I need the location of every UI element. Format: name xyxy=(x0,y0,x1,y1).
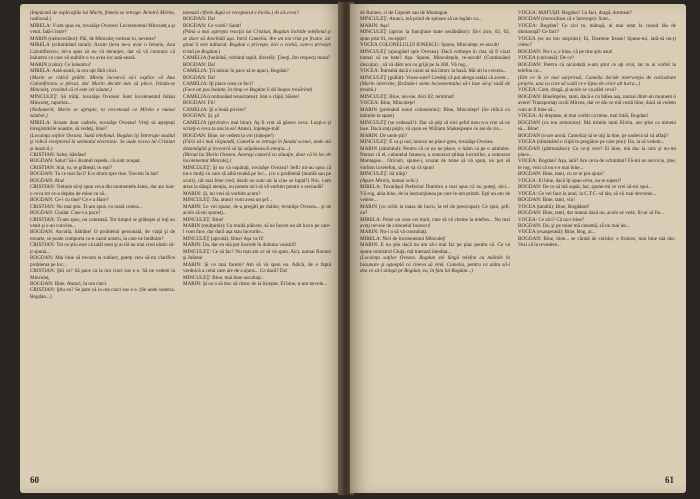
dialogue-line: VOCEA: Ce zici? Că nu-i bine? xyxy=(518,216,585,223)
dialogue-line: MARIN: Le voi spune, de-a pregăti pe mâine, tovarăşe Ovezea... şi de acolo să-mi spuneţi... xyxy=(183,203,331,217)
dialogue-line: BOGDAN (cu ton armonios): Mă trimite tanti Elvira, am ştiut ca nimeni să... Bine! xyxy=(518,119,676,133)
dialogue-line: BOGDAN: Şi, şi! xyxy=(183,113,220,120)
left-page-column-1 xyxy=(30,10,175,300)
dialogue-line: BOGDAN: Bine, bine... se cărată de coridor, e frumos, mai bine mă duc. Vezi că la revedere... xyxy=(518,235,676,249)
dialogue-line: CRISTIAN: Ştii ce? Să pace ca la ora cinci sus e e. Să ne vedem la Minculeţ. xyxy=(30,268,175,281)
dialogue-line: MIRELA: V-am spus eu, tovarăşe Ovezea! Locotenentul Minculeţ a şi venit. Iată-l intre? xyxy=(30,22,175,36)
dialogue-line: BOGDAN: Bine, tanti, dar numai dacă nu, acolo se vede, fir-ar să fie... xyxy=(518,210,664,217)
dialogue-line: BOGDAN: Da! xyxy=(183,74,216,81)
right-page-column-2 xyxy=(518,10,676,249)
left-page-column-2 xyxy=(183,10,331,287)
dialogue-line: BOGDAN: Aha! xyxy=(30,177,65,184)
dialogue-line: VOCEA (curioasă): De ce? xyxy=(518,55,575,62)
dialogue-line: MARIN (preluând tonul colonelului): Bine, Minculeţe! (Se ridică cu mâinile la spate) xyxy=(360,106,510,120)
dialogue-line: CRISTIAN: Nu mai ştiu. Ti-am spus, cu toată contra... xyxy=(30,203,143,210)
stage-direction: (Fără să-i mai răspundă, Camelia se retrage în fundul scenei, unde stă dezamăgită şi încearcă să îşi stăpânească emoţia...) xyxy=(183,139,331,152)
dialogue-line: BOGDAN: Ce vorbi? Salut! xyxy=(183,22,242,29)
dialogue-line: VOCEA: Întreabă dacă e cazul să mă întorc la bază. Mă uit la cerceta... xyxy=(360,68,507,75)
dialogue-line: VOCEA (tandră): Bine, Bogdănel! xyxy=(518,203,590,210)
dialogue-line: BOGDAN: Ce-i cu tine? Ce e a Hare? xyxy=(30,197,109,204)
page-left xyxy=(20,4,342,493)
right-page-column-1 xyxy=(360,10,510,275)
stage-direction: (Marin intervine, făcându-i semn locotenentului să-i lase să-şi vadă de treabă.) xyxy=(360,80,510,94)
dialogue-line: MINCULEŢ: Da, atunci vom avea un şef... xyxy=(183,197,273,204)
dialogue-line: VOCEA: Bine, Minculeţe! xyxy=(360,100,416,107)
dialogue-line: MARIN (mulţumit): Cu multă plăcere, să ne facem un alt lucru pe care-l vom face, dar dacă aşa stau lucrurile... xyxy=(183,222,331,236)
dialogue-line: BOGDAN: Tu ce mai faci? E-n drum spre tine. Trecem în bar! xyxy=(30,171,159,178)
page-right xyxy=(350,4,686,493)
dialogue-line: BOGDAN: Bine. Atunci, la ora cinci. xyxy=(30,281,108,288)
stage-direction: (Marin se ridică grăbit. Mirela încearcă să-l explice că Ana Calomfirescu a plecat, dar Marin decide iute să plece. Ivindu-se Minculeţ, crezând că el este cel căutat.) xyxy=(30,74,175,94)
dialogue-line: BOGDAN: Nu-i a, e bine, că pe tine ştiu asta! xyxy=(518,48,613,55)
dialogue-line: BOGDAN: Da! xyxy=(183,61,216,68)
stage-direction: (Face un pas înainte, în timp ce Bogdan îi dă înapoi tresărind) xyxy=(183,87,313,94)
dialogue-line: CRISTIAN: Tot ce ştiu este că tatăl meu şi ai tăi nu mai cred nimic să-ţi spună... xyxy=(30,242,176,255)
dialogue-line: BOGDAN (pătrunzător): Cu ce-ţi cere? Ei bine, mă duc la curs şi nu-mi place... xyxy=(518,145,676,158)
dialogue-line: BOGDAN: Bine, tanti, cu ce te pot ajuta? xyxy=(518,171,604,178)
dialogue-line: MINCULEŢ: Să trăiţi! xyxy=(360,171,408,178)
stage-direction: (Din ce în ce mai surprinsă, Camelia decide intervenţia de curiozitate proprie, una cu care să vadă ce e lipsa de orice alt lucru...) xyxy=(518,74,676,87)
dialogue-line: CRISTIAN: Stai, tu, te grăbeşti, tu eşti? xyxy=(30,164,113,171)
dialogue-line: MINCULEŢ: E ca şi noi, tuturor ne place greu, tovarăşe Ovezea. xyxy=(360,139,494,146)
stage-direction: (Până a mai aşterpta reacţia lui Cristian, Bogdan închide telefonul şi se duce să deschidă uşa. Intră Camelia. Are un ton trist pe frunte, iar ginul îi este tulburat. Bogdan o priveşte, nici o vorbă, care-o priveşte tristă pe Bogdan.) xyxy=(183,29,331,55)
dialogue-line: MARIN: Şi ce mai facem? Am să vă spun eu. Adică, de o faptă vrednică a celui care are de a ajuns... Ce dacă? Da! xyxy=(183,261,331,275)
dialogue-line: MINCULEŢ: Bine! xyxy=(183,216,224,223)
dialogue-line: MARIN: Aşa! xyxy=(360,22,390,29)
dialogue-line: MINCULEŢ (aprins la funcţiune state nerăbdător): Să-i zice, 02, 02, spun prin 01, recepţie! xyxy=(360,29,510,42)
dialogue-line: MARIN (zâmbind): Pentru că ce nu ne place, o luăm ca pe o amintire. Numai că el, colonelul Ionescu, a cunoscut ştiinţa lucrurilor, a cunoscut Montague... Oricum, spune-i, scuzat de mine să vă spun, nu pot să vorbim la telefon, să cer să vă spun! xyxy=(360,145,510,171)
dialogue-line: MARIN: Şi eu o să trec să citesc de la început. El bine, n-am nevoie... xyxy=(183,281,328,288)
dialogue-line: MARIN: E nu ştiu dacă nu am să-i mai fac pe plac pentru că. Ce va spune ministrul Ghiţă, mă tratează imediat... xyxy=(360,242,510,255)
dialogue-line: BOGDAN: Ciudat. Cine-l a pace? xyxy=(30,210,101,217)
dialogue-line: CRISTIAN: Salut, bătrâne! xyxy=(30,151,87,158)
dialogue-line: BOGDAN: Pentru că niciodată n-am ştiut ce aţi vrut, iar tu ai vorbit la telefon cu... xyxy=(518,61,676,75)
dialogue-line: MIRELA (schimbând tonul): Acum (leva ne-a avut o femeie, Ana Calomfirescu, mi-a spus să nu vă deranjez, dar să vă comunic că înăuntru ce care vă stabilit-o va avea loc astă-seară. xyxy=(30,42,175,62)
dialogue-line: BOGDAN: De ce să mă supăr, hai, spune-mi ce vrei să-mi spui... xyxy=(518,184,652,191)
dialogue-line: VOCEA (exasperată): Bine, Bog, ai... xyxy=(518,229,596,236)
dialogue-line: VOCEA COLONELULUI IONESCU: Spune, Minculeţe, te-ascult! xyxy=(360,42,500,49)
dialogue-line: BOGDAN: Da! xyxy=(183,16,216,23)
stage-direction: tunează cifrele după ce receptorul e închis.) Ai zis ceva? xyxy=(183,10,300,16)
dialogue-line: BOGDAN: Fii! xyxy=(183,100,216,107)
dialogue-line: MINCULEŢ (se codează?): Dar să ştiţi că nici şeful meu n-a vrut să ne lase. Dacă staţi puţin, vă spun eu William Shakespeare ce are de zis... xyxy=(360,119,510,133)
dialogue-line: MARIN: De unde ştii? xyxy=(360,132,407,139)
dialogue-line: de Romeo, ci de Capulet sau de Montague. xyxy=(360,10,449,16)
dialogue-line: VOCEA: Ce vei face la anul, la C.T.C.-ul tău, să vii mai devreme... xyxy=(518,190,657,197)
dialogue-line: VOCEA: Ei bine, dacă îţi spun ceva, nu te superi? xyxy=(518,177,622,184)
dialogue-line: MARIN: Şi, nu vrei să vorbim acum? xyxy=(183,190,261,197)
dialogue-line: MIRELA: Peste un ceas cel mult, cine să vă cheme la telefon... Nu mai aveţi nevoie de colonelul Ionescu! xyxy=(360,216,510,229)
dialogue-line: MINCULEŢ: Să trăiţi, tovarăşe Ovezea! Sunt locotenentul Iulian Minculeţ, raportez... xyxy=(30,93,175,107)
dialogue-line: BOGDAN (n-are armă, Camelia) să te uiţi la tine, pe undeva să vă aflaţi? xyxy=(518,132,669,139)
dialogue-line: BOGDAN: Bine, tanti, vin! xyxy=(518,197,575,204)
dialogue-line: VOCEA: Bogdan? Aşa, iată? Are ceva de schimbat? Fă-mi un serviciu, ţine, te rog, vezi că nu e e mai bine... xyxy=(518,158,676,171)
dialogue-line: BOGDAN: Bineînţeles, tanti, dacă e cu bâlea asa, numai dintr-un moment o avere! Transportaţi ocoli Mircea, dar ce din ce mă costă bine, dacă să vedem cum ar fi bine să... xyxy=(518,93,676,113)
dialogue-line: MINCULEŢ: Şi nu vă supăraţi, tovarăşe Ovezea? Sefii mi-au spus că nu-s mulţi cu care să aibă treabă pe loc... (cu o problemă (inutilă sau pe scurt), cât mai bine cred, decât nu sunt uit la cine se luptă?) Noi, i-am atras la dânşii atenţia, nu putem nici să vă vorbim pentru o secundă? xyxy=(183,164,331,191)
dialogue-line: MARIN: Da, dar eu mă pot încrede în domnia voastră? xyxy=(183,242,297,249)
page-number-right: 61 xyxy=(665,475,674,485)
dialogue-line: BOGDAN: Da, şi pe mine mă cheamă, să nu mai ies... xyxy=(518,222,631,229)
dialogue-line: CAMELIA (continuând tenacitatea): Stai o clipă, băiete! xyxy=(183,93,300,100)
dialogue-line: MARIN: Nu-i o să vă consultaţi. xyxy=(360,229,428,236)
dialogue-line: VOCEA: Ai dreptate, ai mai vorbit ca mine, mai întâi, Bogdan! xyxy=(518,113,649,120)
dialogue-line: CRISTIAN: Ştiu eu? Se pare că la ora cinci sus e e. (Se aude soneria. Bogdan...) xyxy=(30,287,175,300)
dialogue-line: MARIN (neîncrezător): Păi, de Minculeţ vorbeai tu, neveste? xyxy=(30,35,157,42)
dialogue-line: BOGDAN: Ascultă, bătrâne! O problemă personală, de viaţă şi de moarte, se poate comporta ca-n cazul nostru, la care ne întâlnim? xyxy=(30,229,175,242)
dialogue-line: MINCULEŢ (grăbit): Vreau sunt? Credeţi că pot alerga astăzi că avem... xyxy=(360,74,510,81)
dialogue-line: MIRELA: Tovarăşul Prefectul Dumitru a mai spus că nu puteţi, nici... Vă rog, abia bine, de la instrucţiunea pe care le-am primit. Eşti un om de vedere... xyxy=(360,184,510,204)
dialogue-line: VOCEA (rămânând o clipă în pregătire pe care ştiu): Da, ia să vedem... xyxy=(518,139,665,146)
dialogue-line: MIRELA: Scoate doar cadrele, tovarăşe Ovezea! Vreţi să aşteptaţi înregistrările noastre, să vedeţi, bine? xyxy=(30,119,175,133)
dialogue-line: BOGDAN: Salut! Să-i drumul repede, că sunt ocupat. xyxy=(30,158,141,165)
stage-direction: (Apare Mirela, numai ochi.) xyxy=(360,177,418,184)
dialogue-line: VOCEA: Cum, dragă, şi-acolo se va plăti ceva? xyxy=(518,87,617,94)
page-number-left: 60 xyxy=(30,475,39,485)
dialogue-line: BOGDAN (morocănos că e întrerupt): Sunt... xyxy=(518,16,612,23)
dialogue-line: CRISTIAN: Trebuie să-ţi spun ceva din momentele ăstea, dar am luat-o ceva tot ce-a depins de mine cu să... xyxy=(30,184,175,197)
stage-direction: (Nedumerit, Marin se apropie, tu cercetează ce Mirela e numai zâmbet.) xyxy=(30,106,175,120)
dialogue-line: MIRELA: Astă-seară, la ora opt fără cinci. xyxy=(30,68,118,75)
dialogue-line: MINCULEŢ (ajungând spre Ovezea): Dacă vorbeşte în clar, să fi vizat numai că ne bate? Aşa. Spune, Minculeţule, te-ascult! (Continuând discuţia) ...să vă dăm noi cu grijă pe la 300. Vă rog... xyxy=(360,48,510,68)
dialogue-line: VOCEA (se un ton surprins): Ei, Doamne Iisuse! Spune-mi, iată-să nu-ţi citesc? xyxy=(518,35,676,49)
dialogue-line: CAMELIA: Iţi place ceea ce faci? xyxy=(183,80,254,87)
dialogue-line: CRISTIAN: Ti-am spus, nu contează. Tot timpul se grăbeşte şi toţi au venit şi s-au convins... xyxy=(30,216,175,229)
dialogue-line: MARIN (cu ochii la masa de lucru, la tel de preocupat): Ce spui, şefi, nu? xyxy=(360,203,510,217)
dialogue-line: MINCULEŢ: Atunci, mă prind de spinare să ne legăm cu... xyxy=(360,16,482,23)
dialogue-line: MIRELA: Nici de locotenentul Minculeţ! xyxy=(360,235,446,242)
dialogue-line: BOGDAN: Bine, ne vedem la voi (iubeşte!) xyxy=(183,132,274,139)
stage-direction: (Biroul lui Marin Ovezea. Aceeaşi cameră cu situaţie, doar că în loc de locotenentul Minculeţ.) xyxy=(183,151,331,165)
dialogue-line: CAMELIA (hotărâtă, vorbind rapid, directă): Ţineţi, îmi respecţi masa? xyxy=(183,55,331,62)
dialogue-line: MINCULEŢ: Bine, mai bine ascultaţi... xyxy=(183,274,265,281)
dialogue-line: VOCEA: MATUŞII: Bogdan? Ce faci, dragă, dormeai? xyxy=(518,10,632,16)
dialogue-line: MARIN (calm): Ce înăuntru? xyxy=(30,61,91,68)
dialogue-line: BOGDAN: Mai bine să trecem la subiect, puteţi veni să-mi clarifice problema pe loc... xyxy=(30,255,175,268)
dialogue-line: CAMELIA (privind-o mai bine): Aş fi vrut să găsesc ceva. Luaţi-o şi scrieţi-o ceva la nas la ea! Atunci, înţelege-mă! xyxy=(183,119,331,133)
dialogue-line: MINCULEŢ (aprobă): Bine! Aşa va fi! xyxy=(183,235,264,242)
stage-direction: (Locuinţa soţilor Ovezea. Bogdan stă lângă telefon cu mâinile în buzunare şi aşteaptă ca cineva să vină. Camelia, pentru ca atâta să-i dea ce să-l atingă pe Bogdan, ea, în fata lui Bogdan...) xyxy=(360,255,510,275)
stage-direction: (Locuinţa soţilor Ovezea. Sună telefonul. Bogdan îşi întrerupe studiul şi ridică receptorul la semnalul electronic. Se aude vocea lui Cristian şi muzică.) xyxy=(30,132,175,152)
dialogue-line: MINCULEŢ: Bine, nevoie. Aici 02, terminat! xyxy=(360,93,455,100)
dialogue-line: VOCEA: Bogdan? Ce zici tu, mătuşă, ai mai uitat la ceasul tău de dimineaţă? Ce faci? xyxy=(518,22,676,36)
dialogue-line: CAMELIA: Ţii măcar în pace să te apuci, Bogdan? xyxy=(183,68,289,75)
dialogue-line: MINCULEŢ: Ce să fac? Nu mai am ce să vă spun. Aici, numai Romeo şi Julieta! xyxy=(183,248,331,262)
stage-direction: (Impăcată de explicaţiile lui Marin, femeia se retrage. Reintră Mirela, radioasă.) xyxy=(30,10,175,23)
dialogue-line: CAMELIA: Şi o bună privire? xyxy=(183,106,246,113)
